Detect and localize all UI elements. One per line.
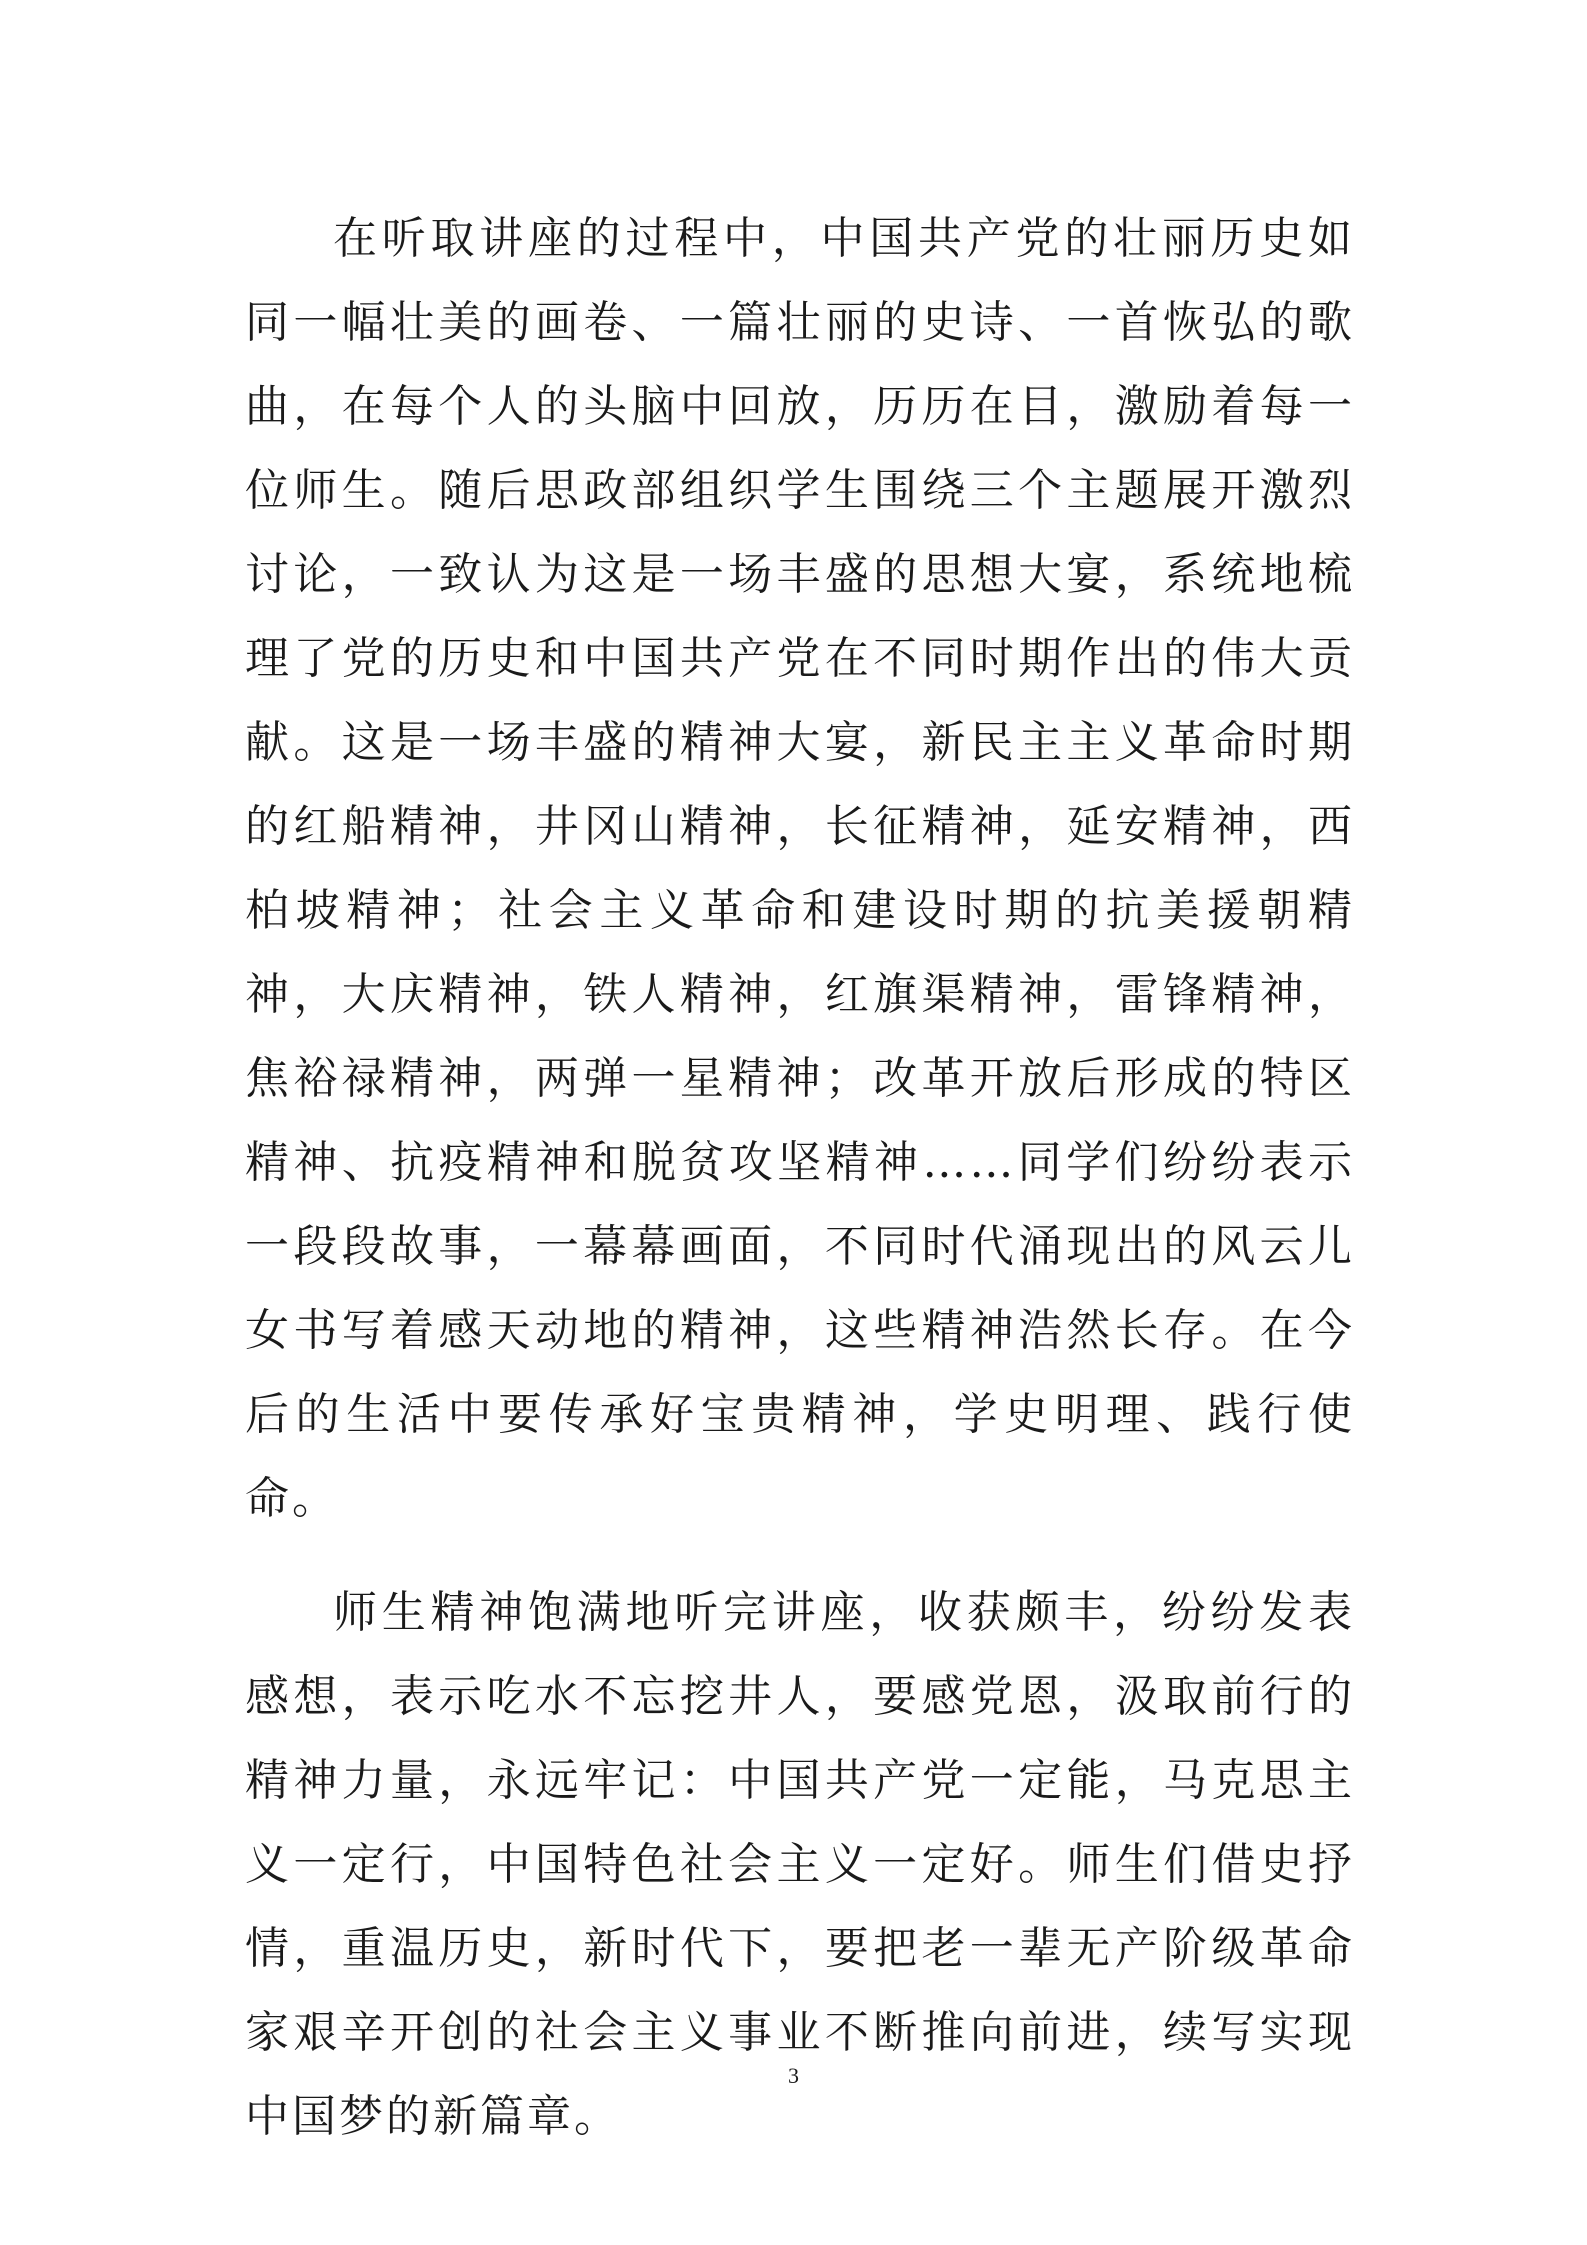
- paragraph-lecture-discussion: 在听取讲座的过程中，中国共产党的壮丽历史如同一幅壮美的画卷、一篇壮丽的史诗、一首恢弘的歌曲，在每个人的头脑中回放，历历在目，激励着每一位师生。随后思政部组织学生围绕三个主题展开激烈讨论，一致认为这是一场丰盛的思想大宴，系统地梳理了党的历史和中国共产党在不同时期作出的伟大贡献。这是一场丰盛的精神大宴，新民主主义革命时期的红船精神，井冈山精神，长征精神，延安精神，西柏坡精神；社会主义革命和建设时期的抗美援朝精神，大庆精神，铁人精神，红旗渠精神，雷锋精神，焦裕禄精神，两弹一星精神；改革开放后形成的特区精神、抗疫精神和脱贫攻坚精神……同学们纷纷表示一段段故事，一幕幕画面，不同时代涌现出的风云儿女书写着感天动地的精神，这些精神浩然长存。在今后的生活中要传承好宝贵精神，学史明理、践行使命。: [245, 213, 1355, 1524]
- paragraph-conclusion: 师生精神饱满地听完讲座，收获颇丰，纷纷发表感想，表示吃水不忘挖井人，要感党恩，汲取前行的精神力量，永远牢记：中国共产党一定能，马克思主义一定行，中国特色社会主义一定好。师生们借史抒情，重温历史，新时代下，要把老一辈无产阶级革命家艰辛开创的社会主义事业不断推向前进，续写实现中国梦的新篇章。: [245, 1587, 1355, 2142]
- page-number: 3: [788, 2063, 799, 2088]
- body-text: [245, 197, 1355, 2159]
